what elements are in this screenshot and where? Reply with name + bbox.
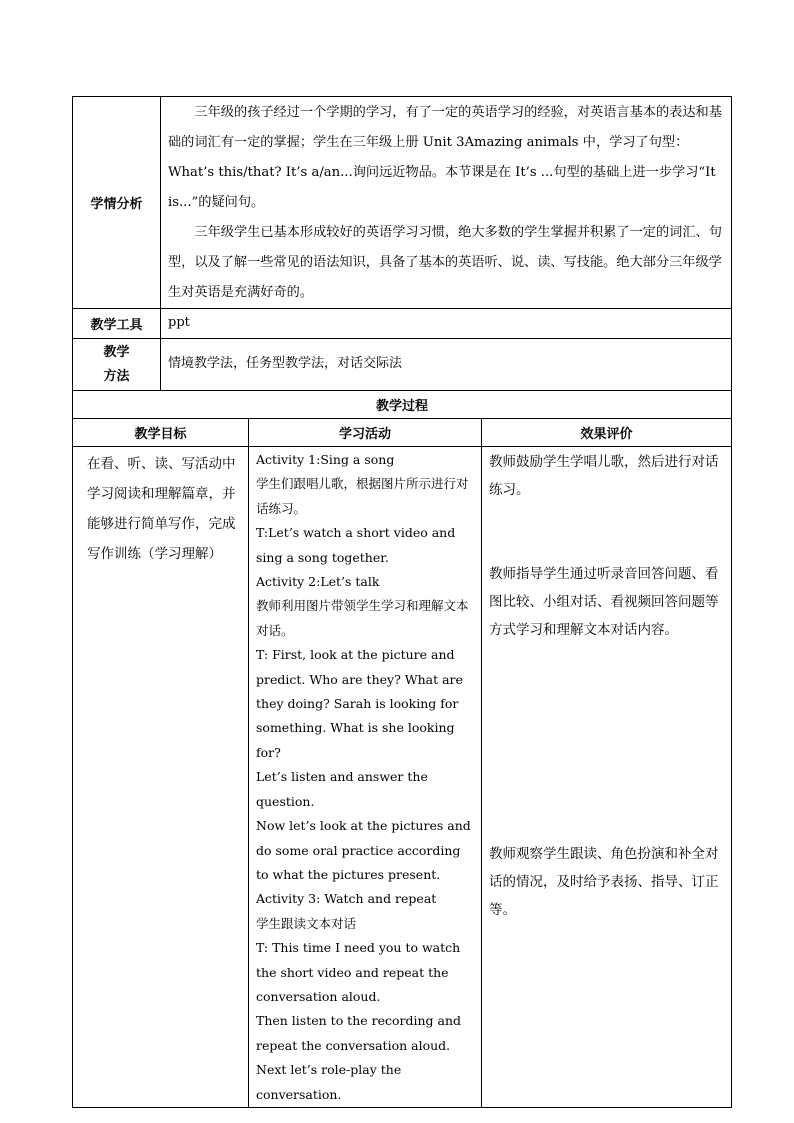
- methods-label-line2: 方法: [103, 368, 130, 384]
- activity-line: Next let’s role-play the conversation.: [256, 1062, 402, 1102]
- activity-line: Activity 1:Sing a song: [256, 452, 395, 467]
- tools-value: ppt: [168, 315, 190, 330]
- activity-list: [249, 447, 481, 1107]
- goal-cell: [73, 447, 249, 1108]
- analysis-row: [73, 97, 732, 309]
- analysis-label: 学情分析: [73, 97, 161, 309]
- evaluation-3: 教师观察学生跟读、角色扮演和补全对话的情况，及时给予表扬、指导、订正等。: [489, 846, 719, 918]
- analysis-content: [161, 97, 732, 309]
- header-evaluation: 效果评价: [482, 419, 732, 447]
- activity-line: Activity 3: Watch and repeat: [256, 891, 437, 907]
- process-title-row: [73, 391, 732, 419]
- header-activity: 学习活动: [249, 419, 482, 447]
- activity-line: Let’s listen and answer the question.: [256, 769, 428, 809]
- activity-line: T:Let’s watch a short video and sing a song together.: [256, 525, 456, 565]
- activity-cell: [249, 447, 482, 1108]
- tools-row: [73, 309, 732, 339]
- methods-content: [161, 339, 732, 391]
- activity-line: T: First, look at the picture and predict. Who are they? What are they doing? Sarah is looking for something. What is she looking for?: [256, 647, 463, 760]
- process-header-row: [73, 419, 732, 447]
- methods-row: [73, 339, 732, 391]
- activity-line: 学生跟读文本对话: [256, 915, 357, 931]
- tools-label: 教学工具: [73, 309, 161, 339]
- activity-line: Then listen to the recording and repeat the conversation aloud.: [256, 1013, 462, 1053]
- activity-line: Now let’s look at the pictures and do some oral practice according to what the pictures present.: [256, 818, 471, 882]
- evaluation-2: 教师指导学生通过听录音回答问题、看图比较、小组对话、看视频回答问题等方式学习和理解文本对话内容。: [489, 566, 719, 638]
- lesson-plan-page: [72, 96, 731, 1108]
- goal-text: 在看、听、读、写活动中学习阅读和理解篇章，并能够进行简单写作，完成写作训练（学习理解）: [87, 456, 236, 562]
- activity-line: 学生们跟唱儿歌，根据图片所示进行对话练习。: [256, 476, 469, 516]
- evaluation-list: [482, 447, 731, 924]
- process-body-row: [73, 447, 732, 1108]
- methods-label-line1: 教学: [103, 344, 130, 360]
- evaluation-1: 教师鼓励学生学唱儿歌，然后进行对话练习。: [489, 454, 719, 498]
- tools-content: [161, 309, 732, 339]
- analysis-paragraph-2: 三年级学生已基本形成较好的英语学习习惯，绝大多数的学生掌握并积累了一定的词汇、句型，以及了解一些常见的语法知识，具备了基本的英语听、说、读、写技能。绝大部分三年级学生对英语是充满好奇的。: [168, 225, 722, 300]
- methods-label: [73, 339, 161, 391]
- header-goal: 教学目标: [73, 419, 249, 447]
- lesson-plan-table: [72, 96, 732, 1108]
- activity-line: Activity 2:Let’s talk: [256, 574, 380, 590]
- process-title: 教学过程: [73, 391, 732, 419]
- activity-line: T: This time I need you to watch the short video and repeat the conversation aloud.: [256, 940, 461, 1004]
- analysis-paragraph-1: 三年级的孩子经过一个学期的学习，有了一定的英语学习的经验，对英语言基本的表达和基础的词汇有一定的掌握；学生在三年级上册 Unit 3Amazing animals 中，学习了句型：What’s this/that? It’s a/an...询问远近物品。本节课是在 It’s ...句型的基础上进一步学习“It is...”的疑问句。: [168, 105, 722, 210]
- evaluation-cell: [482, 447, 732, 1108]
- methods-value: 情境教学法，任务型教学法，对话交际法: [168, 355, 403, 371]
- activity-line: 教师利用图片带领学生学习和理解文本对话。: [256, 598, 469, 638]
